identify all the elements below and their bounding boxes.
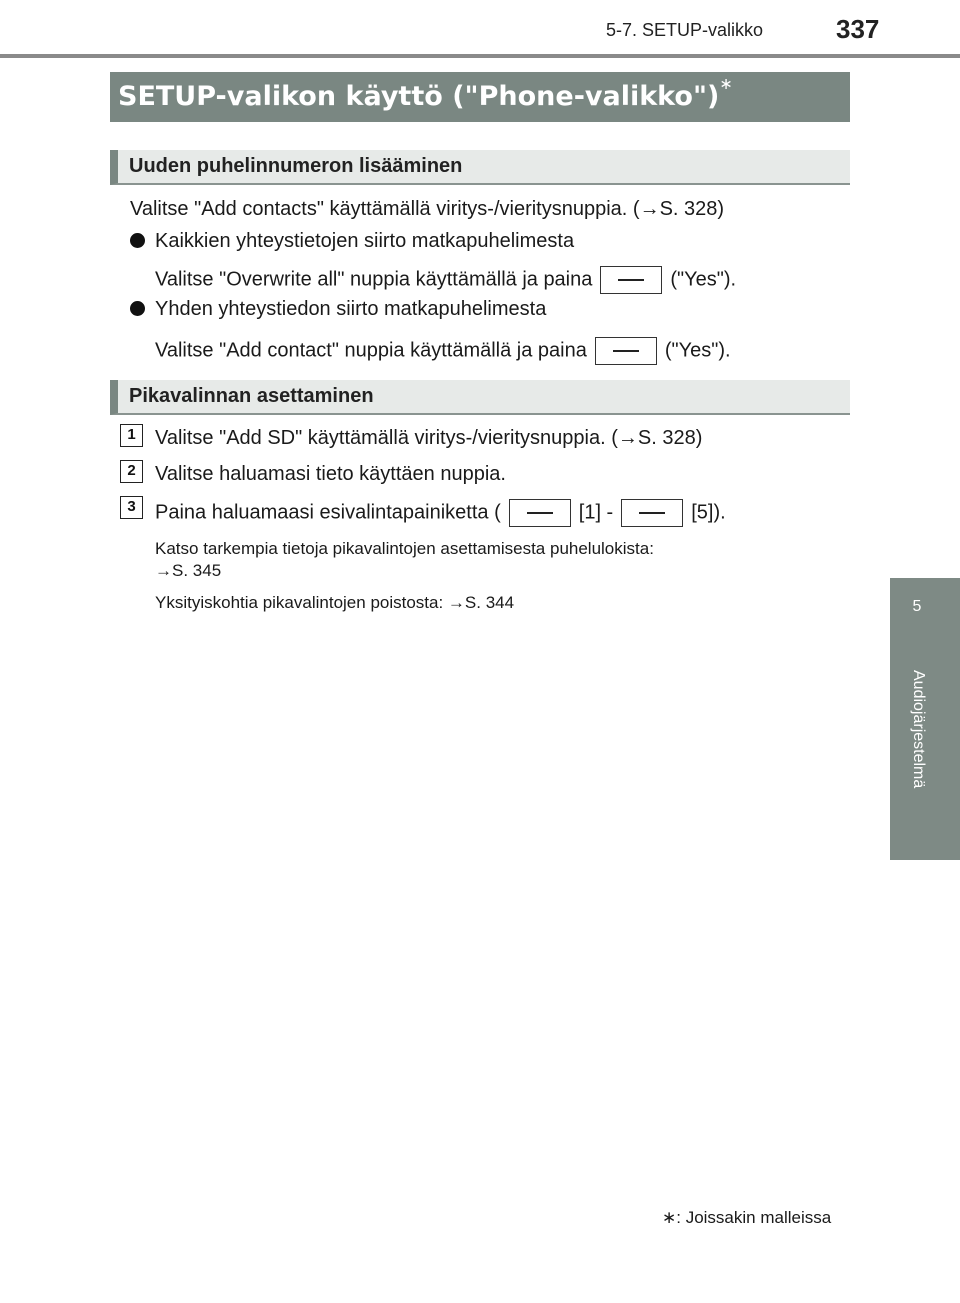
instruction-text: Valitse "Overwrite all" nuppia käyttämällä ja paina [155, 268, 593, 291]
chapter-number: 5 [912, 598, 922, 615]
section-heading-speed-dial: Pikavalinnan asettaminen [110, 380, 850, 415]
chapter-side-tab [890, 578, 960, 860]
instruction-text: ("Yes"). [670, 268, 737, 291]
footnote-text: : Joissakin malleissa [676, 1208, 832, 1227]
page-number: 337 [836, 14, 880, 44]
key-button-icon [621, 499, 683, 527]
step-number-badge: 3 [120, 496, 143, 519]
footnote-mark: ∗ [662, 1208, 677, 1227]
key-button-icon [595, 337, 657, 365]
footnote [662, 1208, 831, 1228]
header-rule [0, 54, 960, 58]
step-text-part: [5]). [691, 501, 726, 524]
section-heading-add-number: Uuden puhelinnumeron lisääminen [110, 150, 850, 185]
bullet-icon [130, 233, 145, 248]
instruction-text: ("Yes"). [664, 339, 731, 362]
step-text-part: Paina haluamaasi esivalintapainiketta ( [155, 501, 501, 524]
title-footnote-mark: ∗ [719, 74, 733, 93]
bullet-icon [130, 301, 145, 316]
header-section-title: 5-7. SETUP-valikko [606, 20, 764, 40]
intro-instruction: Valitse "Add contacts" käyttämällä viritys-/vieritysnuppia. (→S. 328) [130, 198, 725, 220]
key-button-icon [600, 266, 662, 294]
step-number-badge: 2 [120, 460, 143, 483]
page-title-text: SETUP-valikon käyttö ("Phone-valikko") [118, 81, 720, 112]
note-text: Yksityiskohtia pikavalintojen poistosta: →S. 344 [155, 593, 515, 612]
bullet-item-transfer-all [130, 230, 574, 253]
bullet-item-transfer-one [130, 298, 546, 321]
key-button-icon [509, 499, 571, 527]
note-text: Katso tarkempia tietoja pikavalintojen asettamisesta puhelulokista: [155, 539, 654, 558]
bullet-instruction [155, 266, 736, 294]
chapter-label: Audiojärjestelmä [910, 670, 927, 789]
bullet-title: Kaikkien yhteystietojen siirto matkapuhelimesta [155, 230, 575, 252]
page-title [110, 72, 850, 122]
step-text: Valitse haluamasi tieto käyttäen nuppia. [155, 463, 506, 485]
bullet-instruction [155, 337, 731, 365]
step-text-part: [1] - [578, 501, 614, 524]
note-text: →S. 345 [155, 561, 222, 580]
step-text: Valitse "Add SD" käyttämällä viritys-/vieritysnuppia. (→S. 328) [155, 427, 703, 449]
bullet-title: Yhden yhteystiedon siirto matkapuhelimesta [155, 298, 547, 320]
step-number-badge: 1 [120, 424, 143, 447]
instruction-text: Valitse "Add contact" nuppia käyttämällä ja paina [155, 339, 587, 362]
step-text [155, 499, 726, 527]
